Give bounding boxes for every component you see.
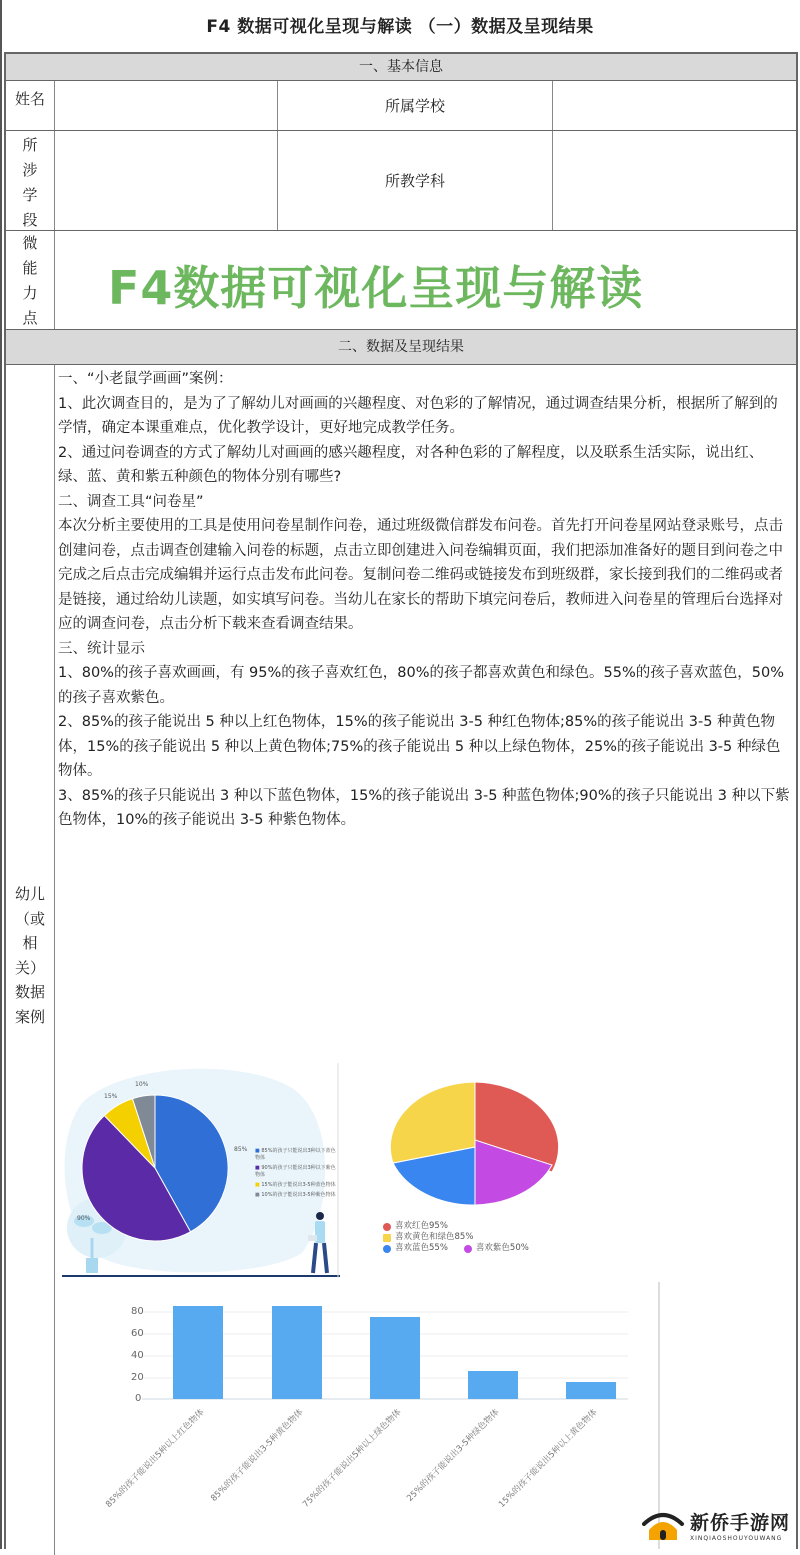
section-title: 二、数据及呈现结果 [338, 339, 464, 355]
legend-item-blue [383, 1243, 448, 1254]
x-label-4: 25%的孩子能说出3-5种绿色物体 [405, 1407, 502, 1504]
page-left-border [0, 0, 2, 1549]
x-label-5: 15%的孩子能说出5种以上黄色物体 [497, 1407, 600, 1510]
bar-chart-graphic [62, 1282, 662, 1549]
pie-chart-2-legend [383, 1221, 529, 1254]
x-label-1: 85%的孩子能说出5种以上红色物体 [104, 1407, 207, 1510]
pie-chart-2-graphic [375, 1070, 575, 1210]
stats-item-1: 1、80%的孩子喜欢画画，有 95%的孩子喜欢红色，80%的孩子都喜欢黄色和绿色。55%的孩子喜欢蓝色，50%的孩子喜欢紫色。 [58, 665, 784, 706]
legend-dot-icon [464, 1245, 472, 1253]
slice-label-90: 90% [77, 1215, 91, 1222]
micro-ability-label [6, 231, 55, 329]
legend-item: ■ 85%的孩子只能说出3种以下蓝色物体 [255, 1148, 336, 1161]
method-paragraph: 2、通过问卷调查的方式了解幼儿对画画的感兴趣程度，对各种色彩的了解程度，以及联系生活实际，说出红、绿、蓝、黄和紫五种颜色的物体分别有哪些? [58, 444, 764, 485]
legend-label: 90%的孩子只能说出3种以下紫色物体 [255, 1165, 336, 1178]
stats-item-2: 2、85%的孩子能说出 5 种以上红色物体，15%的孩子能说出 3-5 种红色物体;85%的孩子能说出 3-5 种黄色物体，15%的孩子能说出 5 种以上黄色物体;75%的孩子能说出 5 种以上绿色物体，25%的孩子能说出 3-5 种绿色物体。 [58, 714, 781, 779]
pie-chart-blue-purple-objects [62, 1063, 340, 1278]
legend-item: ■ 90%的孩子只能说出3种以下紫色物体 [255, 1165, 336, 1178]
stats-item-3: 3、85%的孩子只能说出 3 种以下蓝色物体，15%的孩子能说出 3-5 种蓝色物体;90%的孩子只能说出 3 种以下紫色物体，10%的孩子能说出 3-5 种紫色物体。 [58, 787, 790, 828]
label-char: 相 [22, 934, 38, 952]
pie-chart-color-preference [375, 1070, 575, 1265]
legend-label: 喜欢蓝色55% [395, 1243, 448, 1253]
slice-label-10: 10% [135, 1081, 149, 1088]
legend-item-yellow-green [383, 1232, 529, 1243]
y-tick-80: 80 [131, 1306, 144, 1317]
school-field[interactable] [553, 81, 796, 130]
tool-paragraph: 本次分析主要使用的工具是使用问卷星制作问卷，通过班级微信群发布问卷。首先打开问卷星网站登录账号，点击创建问卷，点击调查创建输入问卷的标题，点击立即创建进入问卷编辑页面，我们把添加准备好的题目到问卷之中完成之后点击完成编辑并运行点击发布此问卷。复制问卷二维码或链接发布到班级群，家长接到我们的二维码或者是链接，通过给幼儿读题，如实填写问卷。当幼儿在家长的帮助下填完问卷后，教师进入问卷星的管理后台选择对应的调查问卷，点击分析下载来查看调查结果。 [58, 518, 783, 632]
label-char: 能 [22, 259, 38, 277]
row-stage-subject [6, 131, 796, 231]
tool-heading: 二、调查工具“问卷星” [58, 493, 204, 510]
label-char: 数据 [14, 983, 45, 1001]
name-field[interactable] [55, 81, 278, 130]
stage-label [6, 131, 55, 230]
legend-label: 85%的孩子只能说出3种以下蓝色物体 [255, 1148, 336, 1161]
house-logo-icon [640, 1508, 686, 1542]
legend-item-purple [464, 1243, 529, 1254]
label-char: 涉 [22, 161, 38, 179]
legend-item: ■ 10%的孩子能说出3-5种紫色物体 [255, 1192, 336, 1198]
label-char: 力 [22, 284, 38, 302]
label-char: 关） [14, 958, 45, 977]
legend-label: 喜欢紫色50% [475, 1243, 529, 1253]
slice-label-85: 85% [234, 1146, 248, 1153]
site-logo[interactable] [640, 1508, 790, 1542]
case-description [58, 367, 792, 833]
y-tick-40: 40 [131, 1350, 144, 1361]
x-label-2: 85%的孩子能说出3-5种黄色物体 [209, 1407, 306, 1504]
label-char: 所 [22, 136, 38, 154]
stats-heading: 三、统计显示 [58, 640, 145, 657]
subject-label: 所教学科 [278, 131, 553, 230]
legend-dot-icon [383, 1245, 391, 1253]
bar-chart-object-naming [62, 1282, 662, 1549]
legend-label: 10%的孩子能说出3-5种紫色物体 [261, 1192, 336, 1198]
legend-label: 喜欢黄色和绿色85% [395, 1232, 474, 1242]
legend-label: 15%的孩子能说出3-5种蓝色物体 [261, 1182, 336, 1188]
purpose-paragraph: 1、此次调查目的，是为了了解幼儿对画画的兴趣程度、对色彩的了解情况，通过调查结果分析，根据所了解到的学情，确定本课重难点，优化教学设计，更好地完成教学任务。 [58, 395, 778, 436]
subject-field[interactable] [553, 131, 796, 230]
school-label: 所属学校 [278, 81, 553, 130]
legend-dot-icon [383, 1223, 391, 1231]
row-name-school [6, 81, 796, 131]
legend-item: ■ 15%的孩子能说出3-5种蓝色物体 [255, 1182, 336, 1188]
y-tick-0: 0 [135, 1393, 142, 1404]
section-header-data-results [6, 330, 796, 365]
label-char: 微 [22, 234, 38, 252]
pie-chart-1-legend [255, 1148, 337, 1199]
legend-dot-icon [383, 1234, 391, 1242]
y-tick-20: 20 [131, 1372, 144, 1383]
section-header-basic-info [6, 54, 796, 81]
section-title: 一、基本信息 [359, 59, 443, 75]
slice-label-15: 15% [104, 1093, 118, 1100]
stage-field[interactable] [55, 131, 278, 230]
label-char: （或 [14, 909, 45, 928]
legend-label: 喜欢红色95% [395, 1221, 448, 1231]
document-title: F4 数据可视化呈现与解读 （一）数据及呈现结果 [206, 17, 594, 37]
logo-subtitle: XINQIAOSHOUYOUWANG [690, 1535, 783, 1542]
case-heading: 一、“小老鼠学画画”案例： [58, 371, 233, 387]
legend-item-red [383, 1221, 529, 1232]
label-char: 段 [22, 211, 38, 229]
label-char: 案例 [14, 1007, 45, 1026]
watermark-title: F4数据可视化呈现与解读 [108, 261, 644, 315]
y-tick-60: 60 [131, 1328, 144, 1339]
name-label: 姓名 [6, 81, 55, 130]
x-label-3: 75%的孩子能说出5种以上绿色物体 [301, 1407, 404, 1510]
label-char: 学 [22, 186, 38, 204]
label-char: 点 [22, 309, 38, 327]
data-case-label [6, 365, 55, 1555]
label-char: 幼儿 [14, 885, 45, 903]
logo-name: 新侨手游网 [690, 1512, 791, 1534]
